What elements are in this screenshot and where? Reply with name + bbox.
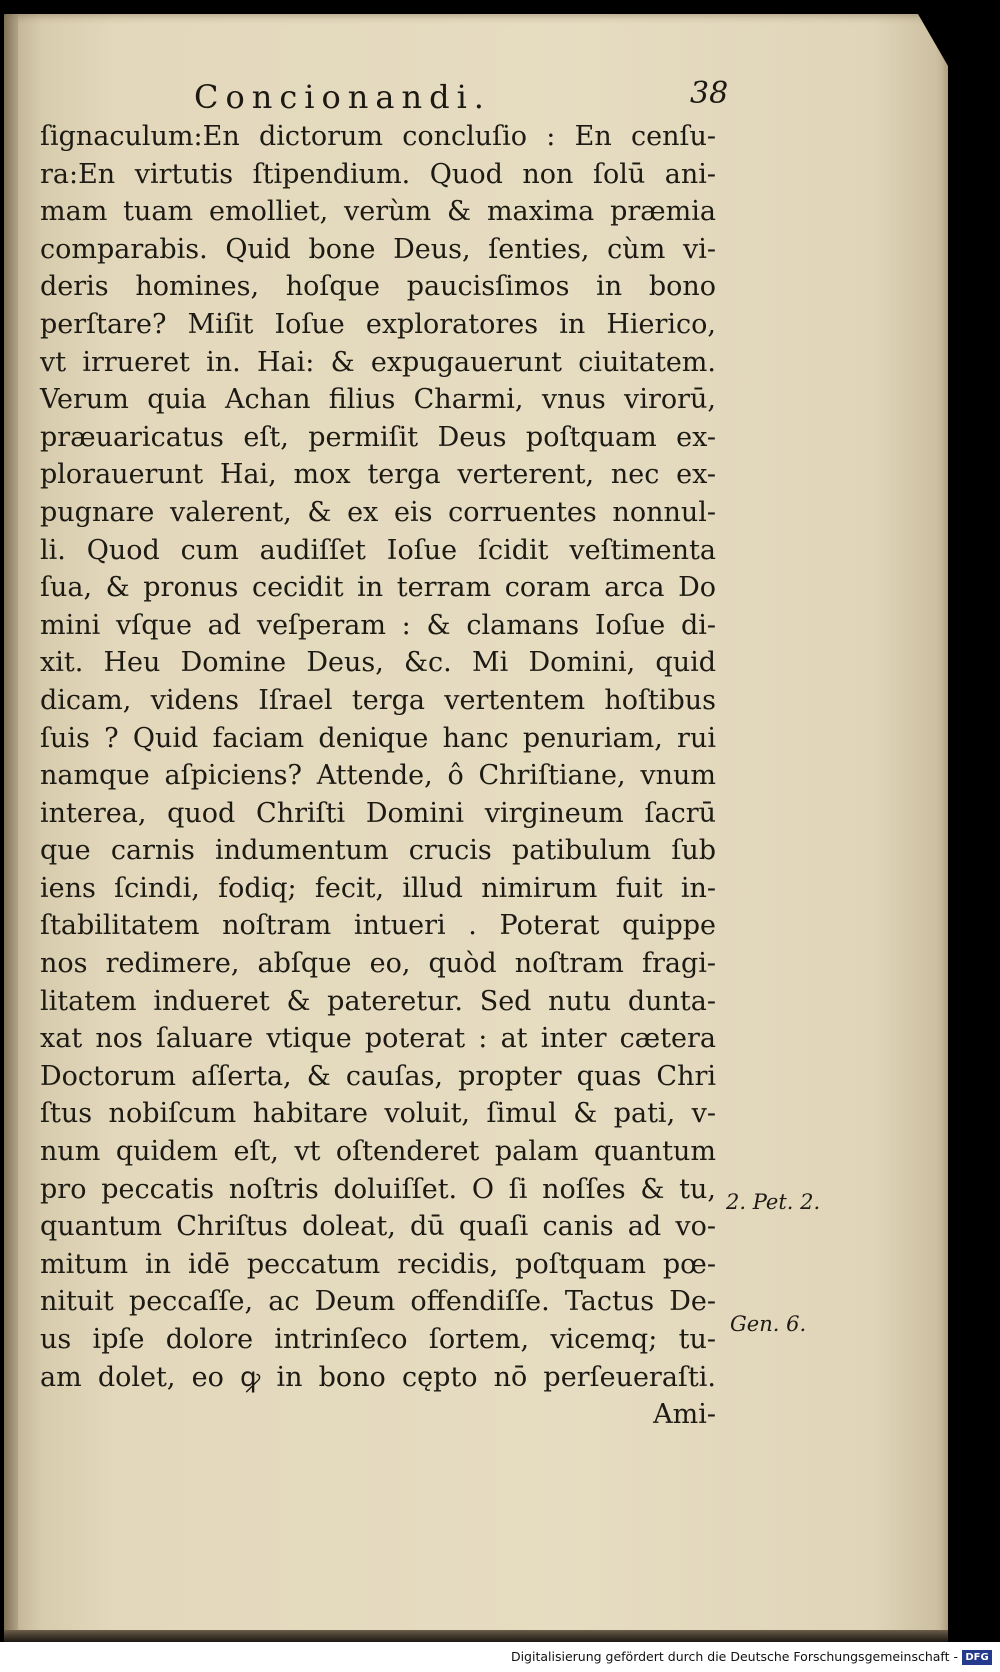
text-line: præuaricatus eſt, permiſit Deus poſtquam ex- bbox=[40, 421, 716, 453]
page-corner-fold bbox=[918, 14, 948, 66]
text-line: ra:En virtutis ſtipendium. Quod non ſolū ani- bbox=[40, 158, 716, 190]
text-line: perſtare? Miſit Ioſue exploratores in Hierico, bbox=[40, 308, 716, 340]
text-line: ſuis ? Quid faciam denique hanc penuriam, rui bbox=[40, 722, 716, 754]
text-line: que carnis indumentum crucis patibulum ſub bbox=[40, 835, 716, 867]
text-line: num quidem eſt, vt oſtenderet palam quantum bbox=[40, 1136, 716, 1168]
text-line: quantum Chriſtus doleat, dū quaſi canis ad vo- bbox=[40, 1211, 716, 1243]
text-line: mam tuam emolliet, verùm & maxima præmia bbox=[40, 196, 716, 228]
text-line: ſtabilitatem noſtram intueri . Poterat quippe bbox=[40, 910, 716, 942]
catchword: Ami- bbox=[653, 1399, 716, 1431]
page-bottom-edge bbox=[4, 1630, 948, 1642]
page-gutter-shadow bbox=[4, 14, 18, 1640]
text-line: xit. Heu Domine Deus, &c. Mi Domini, quid bbox=[40, 647, 716, 679]
text-line: xat nos ſaluare vtique poterat : at inter cætera bbox=[40, 1023, 716, 1055]
text-line: nos redimere, abſque eo, quòd noſtram fragi- bbox=[40, 948, 716, 980]
text-line: li. Quod cum audiſſet Ioſue ſcidit veſtimenta bbox=[40, 534, 716, 566]
text-line: namque aſpiciens? Attende, ô Chriſtiane, vnum bbox=[40, 760, 716, 792]
digitization-footer bbox=[0, 1642, 1000, 1672]
text-line: mitum in idē peccatum recidis, poſtquam pœ- bbox=[40, 1248, 716, 1280]
text-line: ſua, & pronus cecidit in terram coram arca Do bbox=[40, 572, 716, 604]
page-number: 38 bbox=[690, 76, 729, 111]
text-line: litatem indueret & pateretur. Sed nutu dunta- bbox=[40, 985, 716, 1017]
body-text bbox=[40, 118, 716, 1434]
text-line: deris homines, hoſque paucisſimos in bono bbox=[40, 271, 716, 303]
text-line: Verum quia Achan filius Charmi, vnus virorū, bbox=[40, 384, 716, 416]
text-line: iens ſcindi, fodiq; fecit, illud nimirum fuit in- bbox=[40, 872, 716, 904]
marginal-note-reference: 2. Pet. 2. bbox=[726, 1190, 821, 1214]
text-line: ſignaculum:En dictorum concluſio : En cenſu- bbox=[40, 121, 716, 152]
text-line: dicam, videns Iſrael terga vertentem hoſtibus bbox=[40, 684, 716, 716]
text-line: pugnare valerent, & ex eis corruentes nonnul- bbox=[40, 496, 716, 528]
text-line: am dolet, eo ꝙ in bono cępto nō perſeueraſti. bbox=[40, 1361, 716, 1393]
text-line: plorauerunt Hai, mox terga verterent, nec ex- bbox=[40, 459, 716, 491]
running-head: Concionandi. bbox=[194, 78, 491, 116]
text-line: mini vſque ad veſperam : & clamans Ioſue di- bbox=[40, 609, 716, 641]
text-line: vt irrueret in. Hai: & expugauerunt ciuitatem. bbox=[40, 346, 716, 378]
dfg-logo: DFG bbox=[962, 1650, 992, 1665]
text-line: us ipſe dolore intrinſeco ſortem, vicemq; tu- bbox=[40, 1324, 716, 1355]
marginal-note-reference: Gen. 6. bbox=[730, 1312, 807, 1336]
text-line: ſtus nobiſcum habitare voluit, ſimul & pati, v- bbox=[40, 1098, 716, 1130]
text-line: comparabis. Quid bone Deus, ſenties, cùm vi- bbox=[40, 233, 716, 265]
text-line: interea, quod Chriſti Domini virgineum ſacrū bbox=[40, 797, 716, 829]
text-line: pro peccatis noſtris doluiſſet. O ſi noſſes & tu, bbox=[40, 1173, 716, 1205]
text-line: Doctorum aſſerta, & cauſas, propter quas Chri bbox=[40, 1060, 716, 1092]
book-page bbox=[4, 14, 948, 1640]
footer-credit: Digitalisierung gefördert durch die Deutsche Forschungsgemeinschaft - bbox=[510, 1649, 958, 1664]
text-line: nituit peccaſſe, ac Deum offendiſſe. Tactus De- bbox=[40, 1286, 716, 1318]
